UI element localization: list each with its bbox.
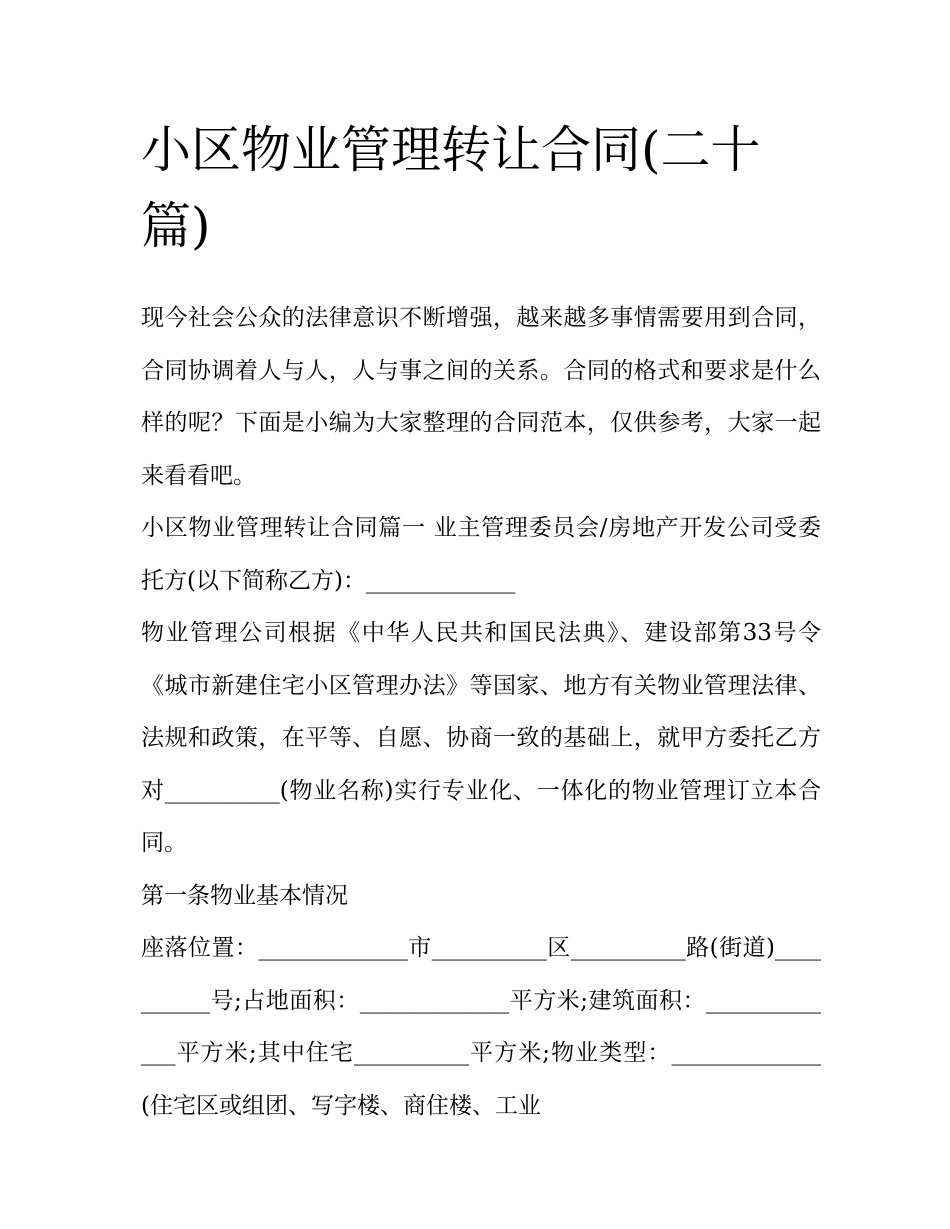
property-details-paragraph: 座落位置：_____________市__________区__________路(街道)__________号;占地面积：_____________平方米;建筑面积：_____________平方米;其中住宅__________平方米;物业类型：_____________(住宅区或组团、写字楼、商住楼、工业 (141, 935, 821, 1119)
contract-parties-paragraph: 小区物业管理转让合同篇一 业主管理委员会/房地产开发公司受委托方(以下简称乙方)：_____________ (141, 515, 821, 594)
article-one-heading: 第一条物业基本情况 (141, 882, 348, 909)
contract-basis-paragraph: 物业管理公司根据《中华人民共和国民法典》、建设部第33号令《城市新建住宅小区管理办法》等国家、地方有关物业管理法律、法规和政策，在平等、自愿、协商一致的基础上，就甲方委托乙方对__________(物业名称)实行专业化、一体化的物业管理订立本合同。 (141, 620, 821, 856)
document-page (141, 112, 821, 1132)
document-title: 小区物业管理转让合同(二十篇) (141, 121, 761, 255)
intro-paragraph: 现今社会公众的法律意识不断增强，越来越多事情需要用到合同，合同协调着人与人，人与事之间的关系。合同的格式和要求是什么样的呢？下面是小编为大家整理的合同范本，仅供参考，大家一起来看看吧。 (141, 305, 821, 489)
